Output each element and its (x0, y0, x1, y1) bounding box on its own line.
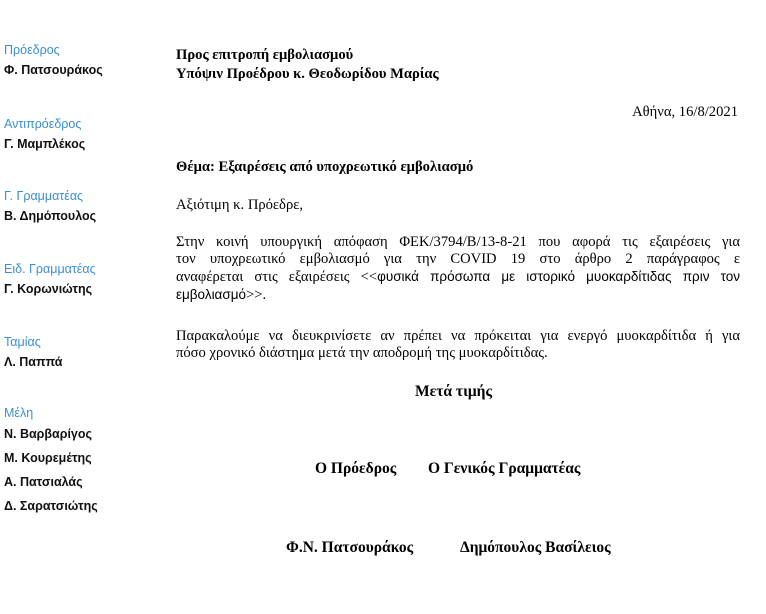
president-block (4, 43, 103, 77)
paragraph-1-line-4 (176, 286, 740, 304)
paragraph-1-line-1: Στην κοινή υπουργική απόφαση ΦΕΚ/3794/Β/13-8-21 που αφορά τις εξαιρέσεις για (176, 234, 740, 250)
signer-2-name: Δημόπουλος Βασίλειος (460, 539, 611, 556)
vice-president-block (4, 117, 85, 151)
salutation: Αξιότιμη κ. Πρόεδρε, (176, 197, 303, 213)
special-secretary-name: Γ. Κορωνιώτης (4, 282, 93, 296)
signer-1-title: Ο Πρόεδρος (315, 460, 397, 477)
place-date: Αθήνα, 16/8/2021 (632, 104, 738, 120)
paragraph-2-line-1: Παρακαλούμε να διευκρινίσετε αν πρέπει να πρόκειται για ενεργό μυοκαρδίτιδα ή για (176, 328, 740, 344)
signer-1-name: Φ.Ν. Πατσουράκος (286, 539, 414, 556)
quoted-exception: φυσικά πρόσωπα με ιστορικό μυοκαρδίτιδας πριν τον (377, 269, 740, 284)
quoted-exception-end: εμβολιασμό (176, 287, 246, 302)
paragraph-2-line-2: πόσο χρονικό διάστημα μετά την αποδρομή της μυοκαρδίτιδας. (176, 345, 548, 361)
closing: Μετά τιμής (415, 383, 493, 400)
president-name: Φ. Πατσουράκος (4, 63, 103, 77)
member-item: Δ. Σαρατσιώτης (4, 499, 98, 513)
paragraph-1-line-3 (176, 268, 740, 286)
paragraph-1-line-4-end: >>. (246, 287, 267, 303)
treasurer-name: Λ. Παππά (4, 355, 63, 369)
recipient-line-1: Προς επιτροπή εμβολιασμού (176, 47, 354, 63)
treasurer-block (4, 335, 62, 369)
paragraph-1 (176, 234, 740, 304)
treasurer-role: Ταμίας (4, 335, 41, 349)
paragraph-2 (176, 328, 740, 362)
member-item: Μ. Κουρεμέτης (4, 451, 92, 465)
subject-line: Θέμα: Εξαιρέσεις από υποχρεωτικό εμβολιασμό (176, 159, 474, 175)
president-role: Πρόεδρος (4, 43, 60, 57)
special-secretary-block (4, 262, 96, 296)
members-block (4, 406, 98, 518)
vice-president-role: Αντιπρόεδρος (4, 117, 82, 131)
special-secretary-role: Ειδ. Γραμματέας (4, 262, 96, 276)
secretary-name: Β. Δημόπουλος (4, 209, 97, 223)
member-item: Α. Πατσιαλάς (4, 475, 83, 489)
vice-president-name: Γ. Μαμπλέκος (4, 137, 86, 151)
paragraph-1-line-3-start: αναφέρεται στις εξαιρέσεις << (176, 269, 378, 285)
members-label: Μέλη (4, 406, 34, 420)
recipient-line-2: Υπόψιν Προέδρου κ. Θεοδωρίδου Μαρίας (176, 66, 439, 82)
paragraph-1-line-2: τον υποχρεωτικό εμβολιασμό για την COVID 19 στο άρθρο 2 παράγραφος ε (176, 251, 740, 267)
secretary-role: Γ. Γραμματέας (4, 189, 84, 203)
signer-2-title: Ο Γενικός Γραμματέας (428, 460, 581, 477)
secretary-block (4, 189, 96, 223)
members-list (4, 422, 98, 518)
member-item: Ν. Βαρβαρίγος (4, 427, 93, 441)
